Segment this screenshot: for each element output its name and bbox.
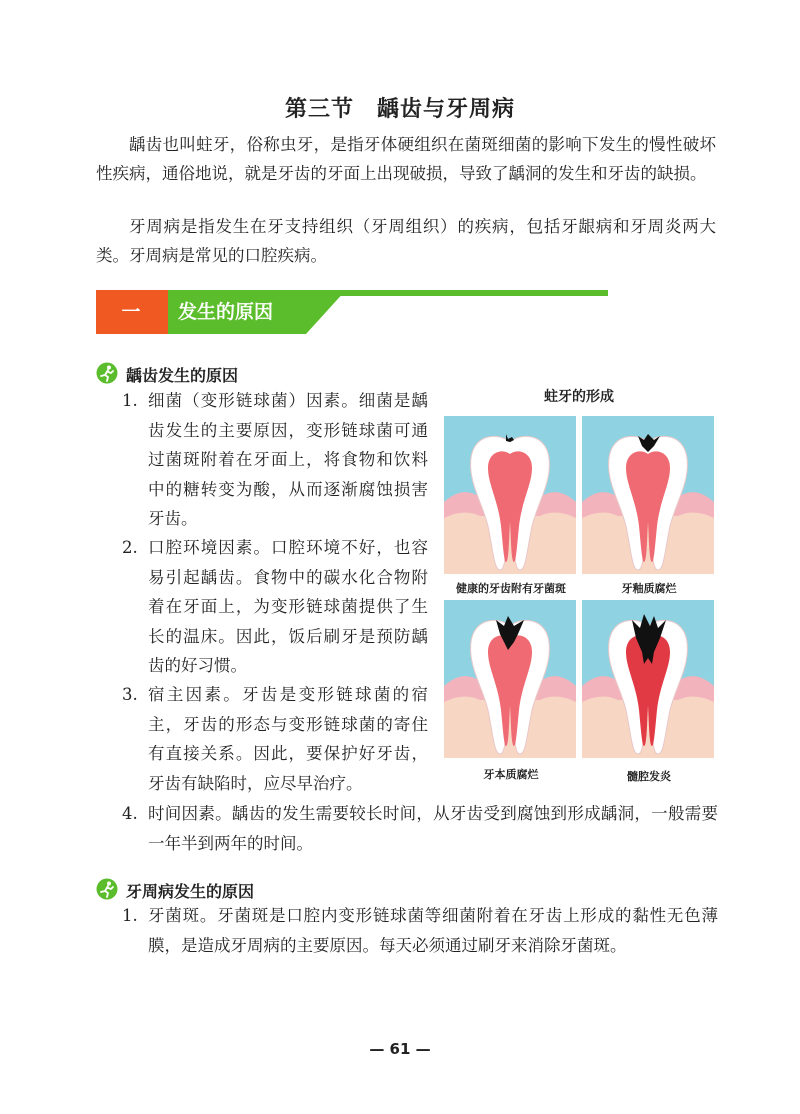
- item-text: 细菌（变形链球菌）因素。细菌是龋齿发生的主要原因，变形链球菌可通过菌斑附着在牙面上，将食物和饮料中的糖转变为酸，从而逐渐腐蚀损害牙齿。: [148, 391, 428, 528]
- tooth-panel-healthy: [444, 416, 576, 574]
- tooth-panel-enamel-decay: [582, 416, 714, 574]
- periodontal-item-1: [122, 901, 718, 960]
- caries-item-3: [122, 680, 428, 798]
- item-text: 宿主因素。牙齿是变形链球菌的宿主，牙齿的形态与变形链球菌的寄住有直接关系。因此，要保护好牙齿，牙齿有缺陷时，应尽早治疗。: [148, 685, 428, 793]
- section-banner: [96, 290, 608, 334]
- running-person-icon: [96, 878, 118, 900]
- caption-healthy: 健康的牙齿附有牙菌斑: [456, 582, 566, 595]
- periodontal-heading-label: 牙周病发生的原因: [126, 882, 255, 901]
- caries-item-1: [122, 386, 428, 534]
- caption-dentin-decay: 牙本质腐烂: [483, 768, 539, 781]
- intro-paragraph-caries: 龋齿也叫蛀牙，俗称虫牙，是指牙体硬组织在菌斑细菌的影响下发生的慢性破坏性疾病，通俗地说，就是牙齿的牙面上出现破损，导致了龋洞的发生和牙齿的缺损。: [96, 135, 716, 183]
- caries-heading-label: 龋齿发生的原因: [126, 366, 239, 385]
- item-text: 口腔环境因素。口腔环境不好，也容易引起龋齿。食物中的碳水化合物附着在牙面上，为变形链球菌提供了生长的温床。因此，饭后刷牙是预防龋齿的好习惯。: [148, 538, 428, 675]
- item-number: 4.: [122, 804, 138, 823]
- section-banner-shape: [96, 290, 608, 334]
- caption-pulp-inflammation: 髓腔发炎: [627, 770, 671, 783]
- cavity-formation-figure: [444, 384, 714, 794]
- tooth-panel-dentin-decay: [444, 600, 576, 758]
- item-number: 1.: [122, 906, 138, 925]
- item-number: 3.: [122, 685, 138, 704]
- section-number: 一: [121, 301, 141, 323]
- section-title: 发生的原因: [178, 301, 274, 323]
- item-number: 2.: [122, 538, 138, 557]
- figure-title: 蛀牙的形成: [544, 389, 614, 405]
- intro-paragraph-periodontal: 牙周病是指发生在牙支持组织（牙周组织）的疾病，包括牙龈病和牙周炎两大类。牙周病是常见的口腔疾病。: [96, 217, 716, 265]
- caries-item-4: [122, 799, 718, 858]
- page-number: — 61 —: [369, 1040, 431, 1058]
- page-title: 第三节 龋齿与牙周病: [284, 96, 515, 122]
- caption-enamel-decay: 牙釉质腐烂: [621, 582, 677, 595]
- caries-item-2: [122, 533, 428, 681]
- tooth-panel-pulp-inflammation: [582, 600, 714, 758]
- running-person-icon: [96, 362, 118, 384]
- item-number: 1.: [122, 391, 138, 410]
- item-text: 时间因素。龋齿的发生需要较长时间，从牙齿受到腐蚀到形成龋洞，一般需要一年半到两年的时间。: [148, 804, 718, 853]
- item-text: 牙菌斑。牙菌斑是口腔内变形链球菌等细菌附着在牙齿上形成的黏性无色薄膜，是造成牙周病的主要原因。每天必须通过刷牙来消除牙菌斑。: [148, 906, 718, 955]
